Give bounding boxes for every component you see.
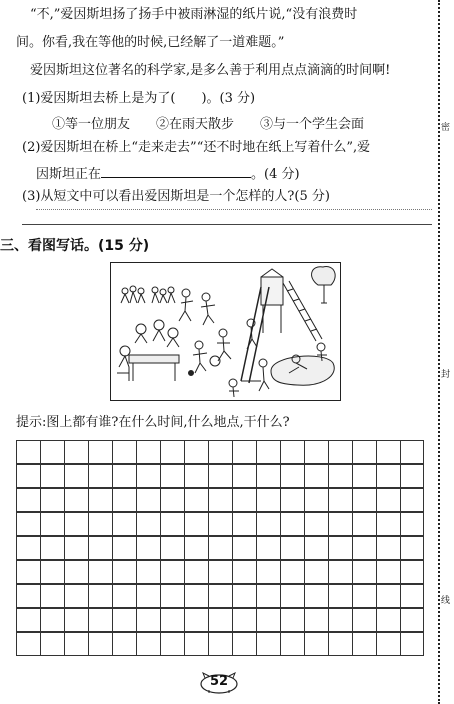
passage-line-1: “不,”爱因斯坦扬了扬手中被雨淋湿的纸片说,“没有浪费时	[30, 7, 358, 22]
question-2-suffix: 。(4 分)	[251, 167, 300, 182]
page-number-badge	[197, 672, 241, 694]
seal-char-mi: 密	[441, 123, 451, 133]
question-2-line-2	[36, 164, 300, 183]
grid-row	[17, 441, 424, 464]
grid-row	[17, 633, 424, 656]
section-3-hint: 提示:图上都有谁?在什么时间,什么地点,干什么?	[16, 415, 290, 430]
grid-row	[17, 561, 424, 584]
passage-line-3: 爱因斯坦这位著名的科学家,是多么善于利用点点滴滴的时间啊!	[30, 63, 391, 78]
page-number: 52	[209, 674, 229, 689]
question-1: (1)爱因斯坦去桥上是为了( )。(3 分)	[22, 91, 256, 106]
seal-char-xian: 线	[441, 596, 451, 606]
writing-grid[interactable]	[16, 440, 432, 656]
grid-row	[17, 513, 424, 536]
seal-dotted-line	[438, 0, 440, 704]
playground-picture	[110, 262, 341, 401]
question-2-prefix: 因斯坦正在	[36, 167, 102, 182]
grid-row	[17, 537, 424, 560]
passage-line-2: 间。你看,我在等他的时候,已经解了一道难题。”	[16, 35, 285, 50]
table-group	[117, 320, 179, 381]
answer-blank[interactable]	[101, 164, 251, 178]
tree	[312, 267, 336, 303]
sandbox	[259, 343, 334, 391]
question-3-answer-line[interactable]	[36, 209, 432, 210]
question-1-options: ①等一位朋友 ②在雨天散步 ③与一个学生会面	[52, 117, 365, 132]
grid-row	[17, 609, 424, 632]
section-divider	[22, 224, 432, 225]
question-2-line-1: (2)爱因斯坦在桥上“走来走去”“还不时地在纸上写着什么”,爱	[22, 140, 371, 155]
question-3: (3)从短文中可以看出爱因斯坦是一个怎样的人?(5 分)	[22, 189, 330, 204]
grid-row	[17, 489, 424, 512]
seal-char-feng: 封	[441, 370, 451, 380]
section-3-title: 三、看图写话。(15 分)	[0, 238, 150, 254]
crowd-figures	[121, 286, 175, 303]
grid-row	[17, 465, 424, 488]
grid-row	[17, 585, 424, 608]
